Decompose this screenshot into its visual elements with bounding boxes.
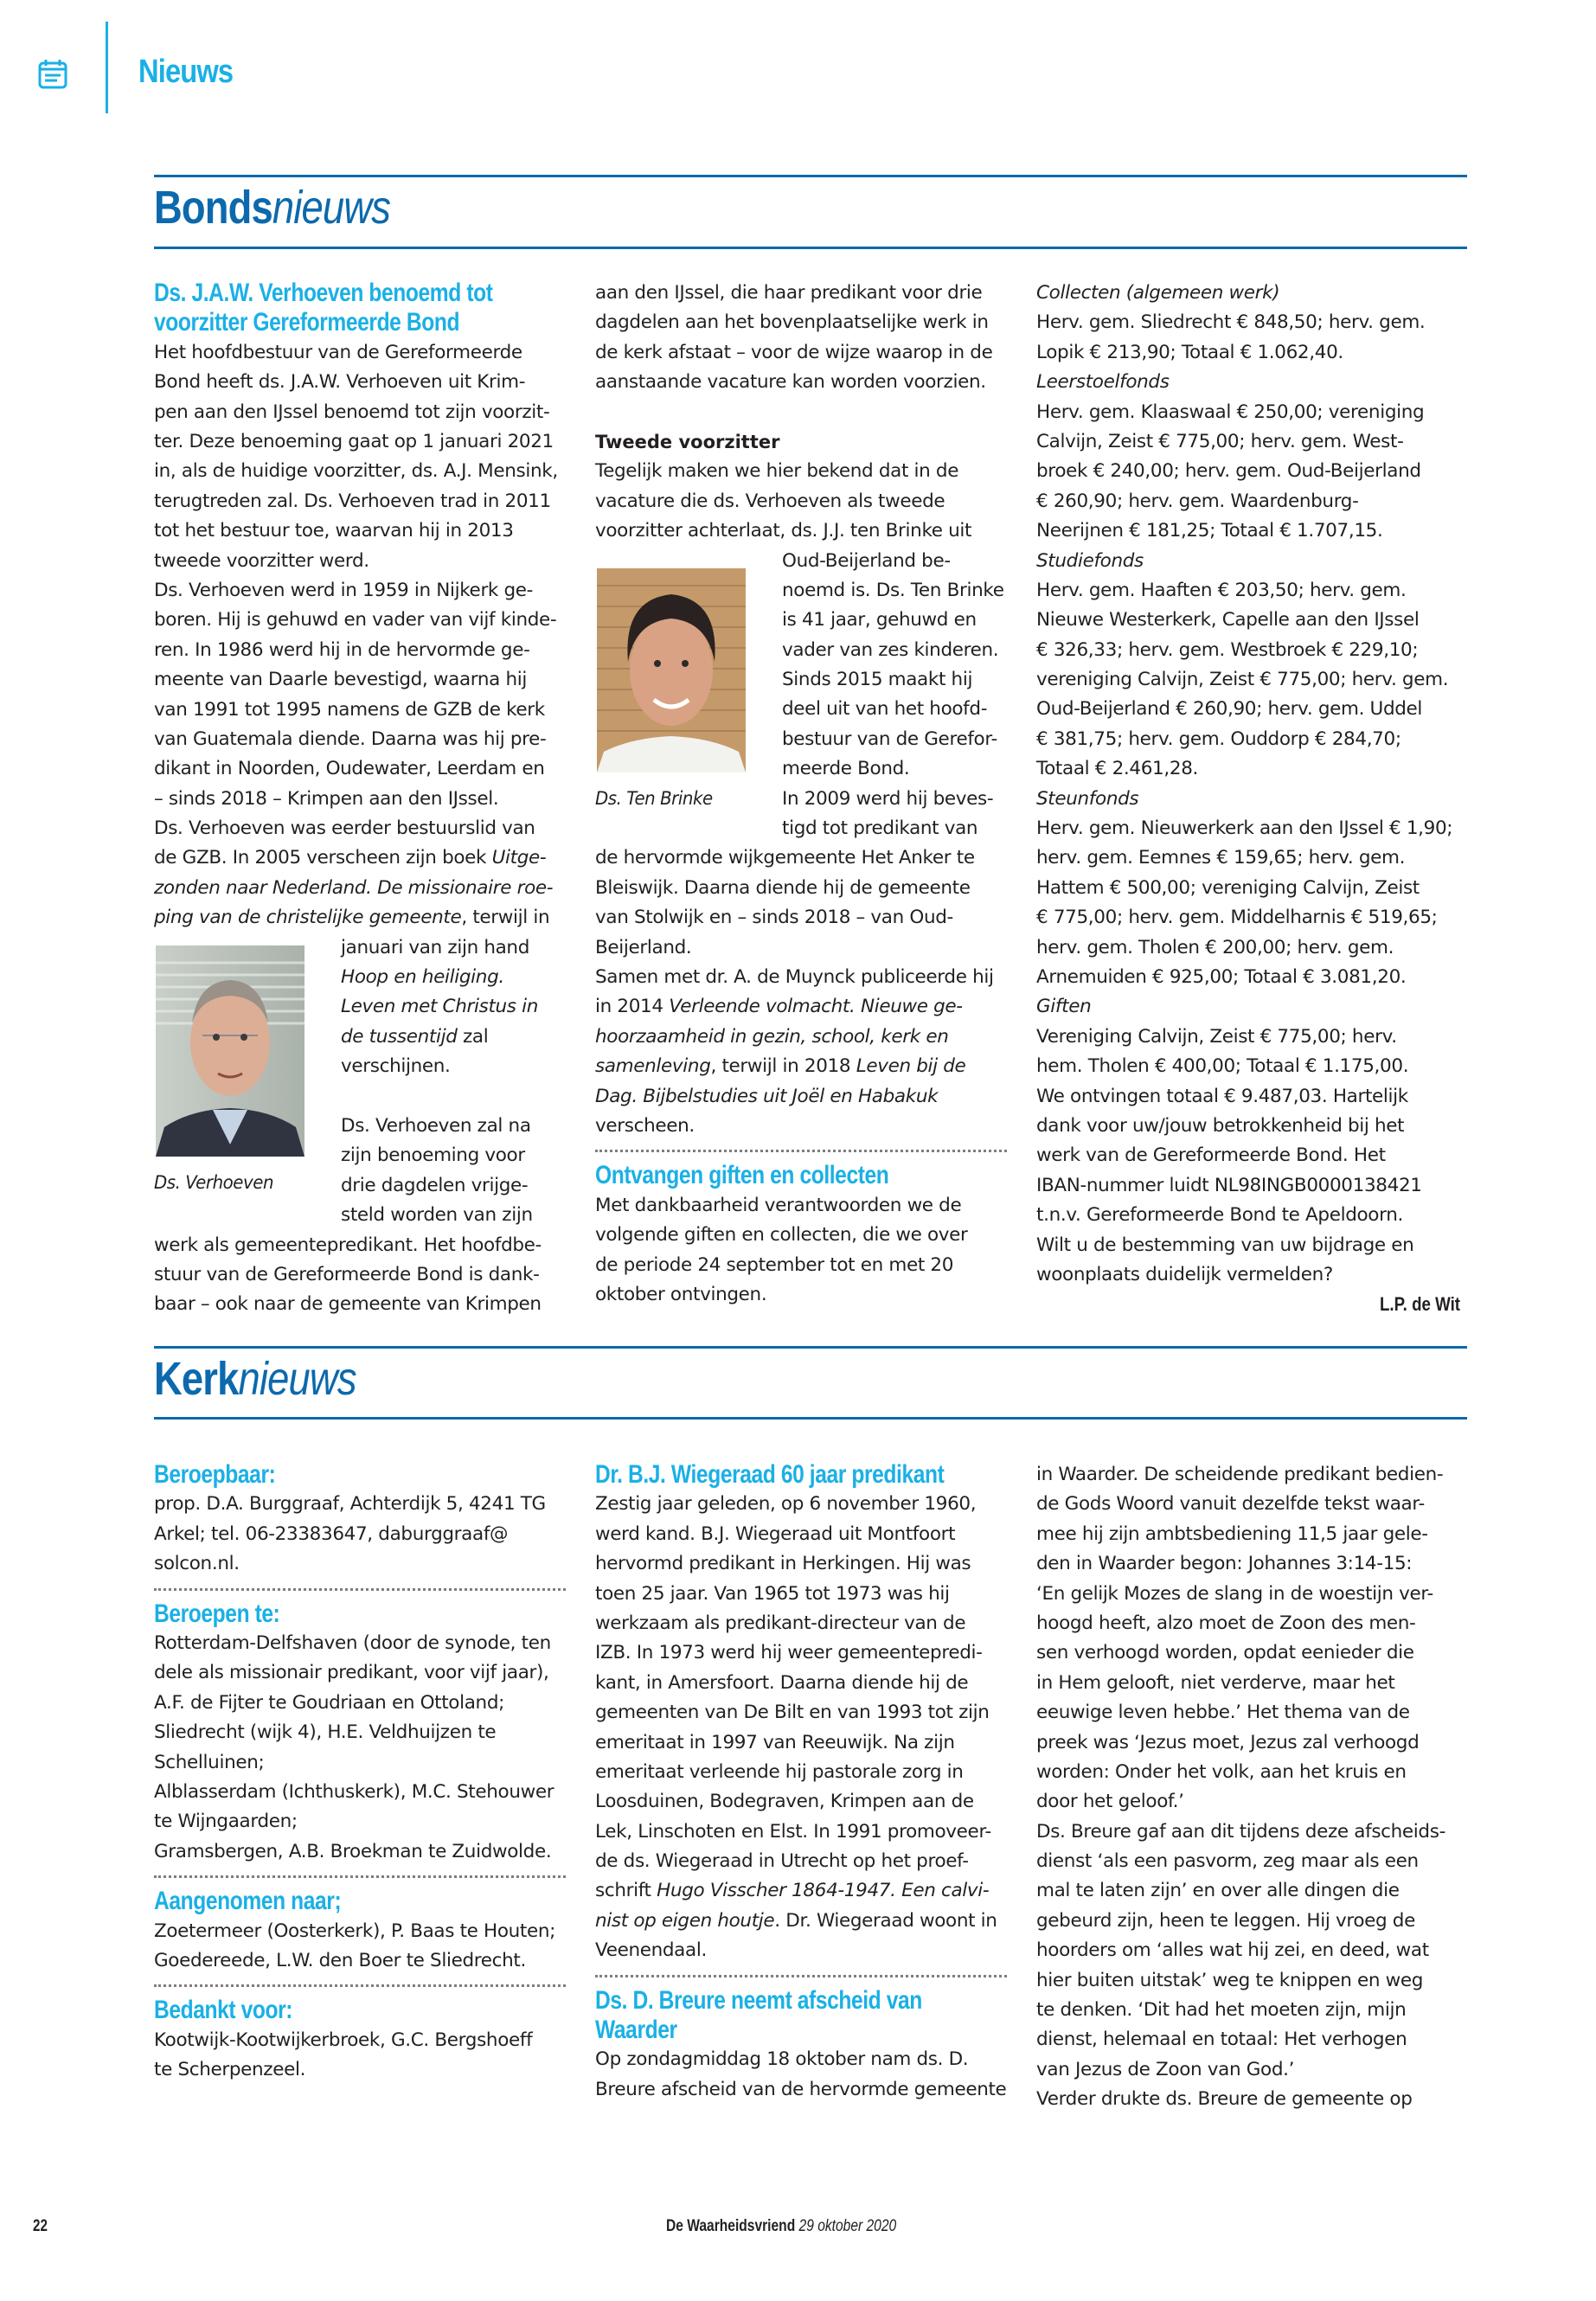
- text-line: kant, in Amersfoort. Daarna diende hij de: [595, 1671, 969, 1694]
- title-bold: Kerk: [154, 1353, 239, 1405]
- text-line: tot het bestuur toe, waarvan hij in 2013: [154, 520, 514, 542]
- text-line: mee hij zijn ambtsbediening 11,5 jaar gele-: [1036, 1522, 1428, 1545]
- text-line: tigd tot predikant van: [782, 817, 978, 840]
- text-line: emeritaat in 1997 van Reeuwijk. Na zijn: [595, 1731, 955, 1753]
- text-line: Leven met Christus in: [341, 996, 539, 1018]
- dotted-separator: [154, 1984, 566, 1987]
- text-line: dikant in Noorden, Oudewater, Leerdam en: [154, 758, 545, 780]
- text-line: Nieuwe Westerkerk, Capelle aan den IJssel: [1036, 609, 1420, 631]
- section-title-kerknieuws: [154, 1353, 356, 1405]
- text-line: ren. In 1986 werd hij in de hervormde ge-: [154, 638, 530, 661]
- text-line: meerde Bond.: [782, 758, 910, 780]
- page-section-title: Nieuws: [138, 54, 234, 90]
- text-line: prop. D.A. Burggraaf, Achterdijk 5, 4241 TG: [154, 1493, 546, 1516]
- text-line: te Wijngaarden;: [154, 1811, 298, 1833]
- text-line: Goedereede, L.W. den Boer te Sliedrecht.: [154, 1949, 526, 1971]
- text-line: dele als missionair predikant, voor vijf jaar),: [154, 1662, 549, 1684]
- text-line: emeritaat verleende hij pastorale zorg in: [595, 1760, 964, 1783]
- text-line: preek was ‘Jezus moet, Jezus zal verhoogd: [1036, 1731, 1420, 1753]
- text-line: Ds. Verhoeven was eerder bestuurslid van: [154, 817, 535, 840]
- list-heading: Bedankt voor:: [154, 1996, 293, 2025]
- text-line: pen aan den IJssel benoemd tot zijn voorzit-: [154, 401, 550, 423]
- article-heading-line: Waarder: [595, 2016, 677, 2045]
- text-line: hervormd predikant in Herkingen. Hij was: [595, 1553, 971, 1575]
- photo-ds-verhoeven: [156, 945, 304, 1157]
- text-line: ping van de christelijke gemeente, terwijl in: [154, 907, 550, 929]
- text-line: Kootwijk-Kootwijkerbroek, G.C. Bergshoeff: [154, 2029, 533, 2051]
- text-line: Sliedrecht (wijk 4), H.E. Veldhuijzen te: [154, 1721, 497, 1744]
- text-line: Totaal € 2.461,28.: [1036, 758, 1199, 780]
- text-line: Herv. gem. Sliedrecht € 848,50; herv. gem.: [1036, 311, 1426, 334]
- text-line: € 326,33; herv. gem. Westbroek € 229,10;: [1036, 638, 1419, 661]
- text-line: Beijerland.: [595, 936, 692, 958]
- text-line: werkzaam als predikant-directeur van de: [595, 1612, 966, 1634]
- text-line: van Jezus de Zoon van God.’: [1036, 2058, 1295, 2080]
- text-line: Ds. Verhoeven werd in 1959 in Nijkerk ge-: [154, 579, 534, 601]
- text-line: toen 25 jaar. Van 1965 tot 1973 was hij: [595, 1582, 950, 1605]
- text-line: solcon.nl.: [154, 1553, 240, 1575]
- text-line: Breure afscheid van de hervormde gemeente: [595, 2078, 1007, 2100]
- text-line: de kerk afstaat – voor de wijze waarop in de: [595, 341, 993, 363]
- text-line: de ds. Wiegeraad in Utrecht op het proef-: [595, 1850, 969, 1873]
- text-line: meente van Daarle bevestigd, waarna hij: [154, 669, 528, 691]
- photo-caption: Ds. Verhoeven: [154, 1172, 274, 1194]
- text-line: Oud-Beijerland be-: [782, 549, 951, 572]
- list-heading: Aangenomen naar;: [154, 1887, 342, 1916]
- text-line: verschijnen.: [341, 1055, 451, 1078]
- list-heading: Beroepbaar:: [154, 1460, 276, 1489]
- text-line: vereniging Calvijn, Zeist € 775,00; herv. gem.: [1036, 669, 1449, 691]
- text-line: A.F. de Fijter te Goudriaan en Ottoland;: [154, 1691, 505, 1714]
- text-line: zonden naar Nederland. De missionaire roe-: [154, 876, 554, 899]
- text-line: Gramsbergen, A.B. Broekman te Zuidwolde.: [154, 1840, 552, 1862]
- text-line: Arkel; tel. 06-23383647, daburggraaf@: [154, 1522, 509, 1545]
- text-line: Hattem € 500,00; vereniging Calvijn, Zeist: [1036, 876, 1420, 899]
- list-heading: Beroepen te:: [154, 1599, 280, 1628]
- text-line: dienst ‘als een pasvorm, zeg maar als een: [1036, 1850, 1419, 1873]
- text-line: Calvijn, Zeist € 775,00; herv. gem. West-: [1036, 430, 1404, 452]
- text-line: nist op eigen houtje. Dr. Wiegeraad woont in: [595, 1909, 997, 1932]
- text-line: te Scherpenzeel.: [154, 2059, 306, 2081]
- calendar-news-icon: [36, 57, 71, 92]
- text-line: Arnemuiden € 925,00; Totaal € 3.081,20.: [1036, 965, 1407, 988]
- text-line: – sinds 2018 – Krimpen aan den IJssel.: [154, 787, 499, 810]
- text-line: Op zondagmiddag 18 oktober nam ds. D.: [595, 2048, 969, 2071]
- text-line: de GZB. In 2005 verscheen zijn boek Uitge-: [154, 847, 547, 869]
- title-italic: nieuws: [238, 1353, 356, 1405]
- text-line: Bond heeft ds. J.A.W. Verhoeven uit Krim-: [154, 371, 526, 394]
- section-title-bondsnieuws: [154, 182, 390, 234]
- text-line: boren. Hij is gehuwd en vader van vijf kinde-: [154, 609, 557, 631]
- text-line: de tussentijd zal: [341, 1025, 489, 1048]
- text-line: Sinds 2015 maakt hij: [782, 669, 973, 691]
- fund-label: Steunfonds: [1036, 787, 1139, 810]
- text-line: tweede voorzitter werd.: [154, 549, 369, 572]
- text-line: herv. gem. Tholen € 200,00; herv. gem.: [1036, 936, 1394, 958]
- text-line: vader van zes kinderen.: [782, 638, 999, 661]
- text-line: dank voor uw/jouw betrokkenheid bij het: [1036, 1114, 1405, 1137]
- text-line: Lek, Linschoten en Elst. In 1991 promoveer-: [595, 1820, 991, 1843]
- text-line: de hervormde wijkgemeente Het Anker te: [595, 847, 975, 869]
- subheading: Tweede voorzitter: [595, 431, 780, 452]
- title-bold: Bonds: [154, 182, 272, 234]
- dotted-separator: [595, 1975, 1007, 1977]
- text-line: herv. gem. Eemnes € 159,65; herv. gem.: [1036, 847, 1406, 869]
- text-line: steld worden van zijn: [341, 1204, 533, 1227]
- section-rule-top: [154, 1346, 1467, 1349]
- text-line: noemd is. Ds. Ten Brinke: [782, 579, 1004, 601]
- bondsnieuws-column-3: [1036, 279, 1460, 1320]
- text-line: oktober ontvingen.: [595, 1283, 767, 1305]
- text-line: ‘En gelijk Mozes de slang in de woestijn ver-: [1036, 1582, 1433, 1605]
- issue-date: 29 oktober 2020: [798, 2217, 897, 2235]
- text-line: € 381,75; herv. gem. Ouddorp € 284,70;: [1036, 727, 1401, 750]
- text-line: schrift Hugo Visscher 1864-1947. Een calvi-: [595, 1880, 990, 1902]
- text-line: hoogd heeft, alzo moet de Zoon des men-: [1036, 1612, 1416, 1634]
- magazine-footer: [666, 2217, 896, 2236]
- dotted-separator: [595, 1150, 1007, 1152]
- text-line: is 41 jaar, gehuwd en: [782, 609, 977, 631]
- text-line: de Gods Woord vanuit dezelfde tekst waar-: [1036, 1493, 1425, 1516]
- text-line: Rotterdam-Delfshaven (door de synode, ten: [154, 1631, 551, 1654]
- text-line: stuur van de Gereformeerde Bond is dank-: [154, 1263, 540, 1285]
- text-line: broek € 240,00; herv. gem. Oud-Beijerland: [1036, 460, 1421, 483]
- text-line: dienst, helemaal en totaal: Het verhogen: [1036, 2029, 1407, 2051]
- text-line: worden: Onder het volk, aan het kruis en: [1036, 1760, 1407, 1783]
- text-line: dagdelen aan het bovenplaatselijke werk in: [595, 311, 989, 334]
- text-line: Het hoofdbestuur van de Gereformeerde: [154, 341, 522, 363]
- article-heading: Ontvangen giften en collecten: [595, 1161, 889, 1190]
- text-line: Wilt u de bestemming van uw bijdrage en: [1036, 1234, 1414, 1256]
- text-line: vacature die ds. Verhoeven als tweede: [595, 490, 945, 512]
- section-rule-bottom: [154, 247, 1467, 249]
- text-line: In 2009 werd hij beves-: [782, 787, 994, 810]
- article-heading: Dr. B.J. Wiegeraad 60 jaar predikant: [595, 1460, 945, 1489]
- header-divider: [106, 22, 108, 113]
- text-line: aanstaande vacature kan worden voorzien.: [595, 371, 986, 394]
- bondsnieuws-column-1: [154, 279, 569, 1320]
- text-line: gemeenten van De Bilt en van 1993 tot zijn: [595, 1702, 990, 1724]
- text-line: baar – ook naar de gemeente van Krimpen: [154, 1293, 542, 1316]
- text-line: in Waarder. De scheidende predikant bedien-: [1036, 1464, 1444, 1485]
- text-line: We ontvingen totaal € 9.487,03. Hartelijk: [1036, 1085, 1408, 1107]
- text-line: bestuur van de Gerefor-: [782, 727, 997, 750]
- text-line: IBAN-nummer luidt NL98INGB0000138421: [1036, 1174, 1422, 1196]
- text-line: hoorders om ‘alles wat hij zei, en deed, wat: [1036, 1939, 1429, 1962]
- text-line: in 2014 Verleende volmacht. Nieuwe ge-: [595, 996, 963, 1018]
- section-rule-top: [154, 175, 1467, 177]
- text-line: Ds. Verhoeven zal na: [341, 1114, 531, 1137]
- text-line: in, als de huidige voorzitter, ds. A.J. Mensink,: [154, 460, 558, 483]
- fund-label: Giften: [1036, 996, 1092, 1018]
- text-line: van Stolwijk en – sinds 2018 – van Oud-: [595, 907, 953, 929]
- text-line: voorzitter achterlaat, ds. J.J. ten Brinke uit: [595, 520, 972, 542]
- text-line: IZB. In 1973 werd hij weer gemeentepredi-: [595, 1642, 983, 1664]
- text-line: hier buiten uitstak’ weg te knippen en weg: [1036, 1969, 1424, 1991]
- text-line: verscheen.: [595, 1114, 695, 1137]
- text-line: Loosduinen, Bodegraven, Krimpen aan de: [595, 1791, 974, 1813]
- text-line: Oud-Beijerland € 260,90; herv. gem. Uddel: [1036, 698, 1423, 721]
- text-line: Met dankbaarheid verantwoorden we de: [595, 1194, 962, 1216]
- text-line: Lopik € 213,90; Totaal € 1.062,40.: [1036, 341, 1343, 363]
- text-line: de periode 24 september tot en met 20: [595, 1253, 954, 1276]
- kerknieuws-column-1: [154, 1460, 569, 2085]
- text-line: van Guatemala diende. Daarna was hij pre-: [154, 727, 547, 750]
- text-line: werk als gemeentepredikant. Het hoofdbe-: [154, 1234, 542, 1256]
- text-line: Vereniging Calvijn, Zeist € 775,00; herv.: [1036, 1025, 1397, 1048]
- text-line: Hoop en heiliging.: [341, 966, 504, 989]
- text-line: sen verhoogd worden, opdat eenieder die: [1036, 1642, 1414, 1664]
- article-heading-line: Ds. D. Breure neemt afscheid van: [595, 1985, 922, 2015]
- text-line: Zestig jaar geleden, op 6 november 1960,: [595, 1493, 977, 1516]
- text-line: werk van de Gereformeerde Bond. Het: [1036, 1144, 1386, 1167]
- text-line: den in Waarder begon: Johannes 3:14-15:: [1036, 1553, 1413, 1575]
- text-line: Herv. gem. Haaften € 203,50; herv. gem.: [1036, 579, 1407, 601]
- kerknieuws-column-2: [595, 1460, 1010, 2105]
- section-rule-bottom: [154, 1417, 1467, 1420]
- text-line: door het geloof.’: [1036, 1791, 1184, 1813]
- text-line: € 260,90; herv. gem. Waardenburg-: [1036, 490, 1359, 512]
- text-line: hem. Tholen € 400,00; Totaal € 1.175,00.: [1036, 1055, 1409, 1078]
- text-line: mal te laten zijn’ en over alle dingen die: [1036, 1880, 1400, 1902]
- page-number: 22: [33, 2217, 48, 2235]
- text-line: Tegelijk maken we hier bekend dat in de: [595, 460, 959, 483]
- kerknieuws-column-3: [1036, 1460, 1460, 2115]
- text-line: woonplaats duidelijk vermelden?: [1036, 1263, 1333, 1285]
- text-line: drie dagdelen vrijge-: [341, 1174, 529, 1196]
- text-line: Veenendaal.: [595, 1939, 707, 1962]
- text-line: samenleving, terwijl in 2018 Leven bij de: [595, 1055, 966, 1078]
- text-line: hoorzaamheid in gezin, school, kerk en: [595, 1025, 949, 1048]
- text-line: Ds. Breure gaf aan dit tijdens deze afscheids-: [1036, 1820, 1445, 1843]
- text-line: eeuwige leven hebbe.’ Het thema van de: [1036, 1702, 1410, 1724]
- text-line: ter. Deze benoeming gaat op 1 januari 2021: [154, 430, 554, 452]
- text-line: volgende giften en collecten, die we over: [595, 1224, 968, 1247]
- photo-caption: Ds. Ten Brinke: [595, 788, 713, 810]
- fund-label: Studiefonds: [1036, 549, 1144, 572]
- title-italic: nieuws: [272, 182, 391, 234]
- article-heading-line: voorzitter Gereformeerde Bond: [154, 308, 460, 337]
- text-line: werd kand. B.J. Wiegeraad uit Montfoort: [595, 1522, 956, 1545]
- text-line: Verder drukte ds. Breure de gemeente op: [1036, 2088, 1413, 2111]
- text-line: van 1991 tot 1995 namens de GZB de kerk: [154, 698, 545, 721]
- text-line: aan den IJssel, die haar predikant voor drie: [595, 282, 983, 304]
- fund-label: Collecten (algemeen werk): [1036, 282, 1280, 304]
- text-line: € 775,00; herv. gem. Middelharnis € 519,65;: [1036, 907, 1438, 929]
- dotted-separator: [154, 1588, 566, 1591]
- fund-label: Leerstoelfonds: [1036, 371, 1170, 394]
- text-line: te denken. ‘Dit had het moeten zijn, mijn: [1036, 1999, 1407, 2022]
- text-line: in Hem gelooft, niet verderve, maar het: [1036, 1671, 1395, 1694]
- text-line: Schelluinen;: [154, 1751, 265, 1773]
- text-line: januari van zijn hand: [341, 936, 530, 958]
- photo-ds-ten-brinke: [597, 568, 746, 772]
- text-line: terugtreden zal. Ds. Verhoeven trad in 2011: [154, 490, 551, 512]
- text-line: Neerijnen € 181,25; Totaal € 1.707,15.: [1036, 520, 1383, 542]
- text-line: Alblasserdam (Ichthuskerk), M.C. Stehouwer: [154, 1780, 554, 1803]
- text-line: zijn benoeming voor: [341, 1144, 525, 1167]
- text-line: gebeurd zijn, heen te leggen. Hij vroeg de: [1036, 1909, 1415, 1932]
- text-line: deel uit van het hoofd-: [782, 698, 988, 721]
- author-signature: L.P. de Wit: [1379, 1293, 1460, 1316]
- dotted-separator: [154, 1875, 566, 1878]
- text-line: t.n.v. Gereformeerde Bond te Apeldoorn.: [1036, 1204, 1403, 1227]
- text-line: Zoetermeer (Oosterkerk), P. Baas te Houten;: [154, 1920, 556, 1942]
- magazine-name: De Waarheidsvriend: [666, 2217, 796, 2235]
- text-line: Herv. gem. Klaaswaal € 250,00; vereniging: [1036, 401, 1425, 423]
- text-line: Samen met dr. A. de Muynck publiceerde hij: [595, 966, 994, 988]
- text-line: Herv. gem. Nieuwerkerk aan den IJssel € 1,90;: [1036, 817, 1453, 840]
- text-line: Dag. Bijbelstudies uit Joël en Habakuk: [595, 1085, 939, 1107]
- article-heading-line: Ds. J.A.W. Verhoeven benoemd tot: [154, 279, 493, 307]
- text-line: Bleiswijk. Daarna diende hij de gemeente: [595, 876, 971, 899]
